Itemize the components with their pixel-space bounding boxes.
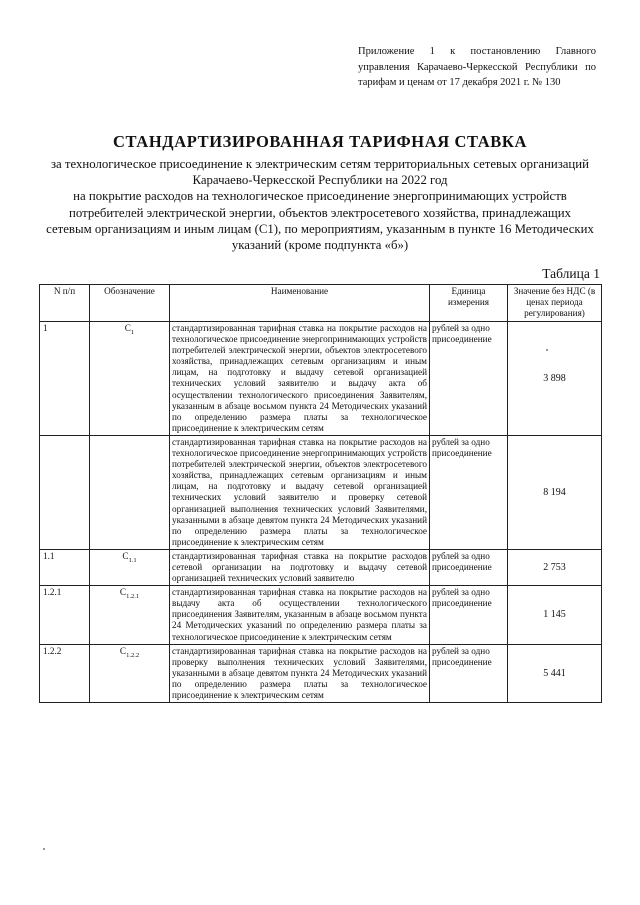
scan-speck [43,848,45,850]
header-num: N п/п [40,285,90,322]
code-base: С [124,323,131,333]
table-label: Таблица 1 [542,266,600,281]
header-unit: Единица измерения [430,285,508,322]
row-value: 3 898 [508,322,602,436]
code-sub: 1.2.2 [126,651,140,659]
row-unit: рублей за одно присоединение [430,435,508,549]
row-num: 1 [40,322,90,436]
subtitle-line: сетевым организациям и иным лицам (С1), по мероприятиям, указанным в пункте 16 Методических [46,221,594,236]
table-row [40,549,602,585]
code-base: С [122,550,129,561]
appendix-note: Приложение 1 к постановлению Главного управления Карачаево-Черкесской Республики по тарифам и ценам от 17 декабря 2021 г. № 130 [358,46,596,88]
code-base: С [119,587,127,598]
row-code [90,644,170,702]
table-row [40,644,602,702]
table-header-row [40,285,602,322]
header-value: Значение без НДС (в ценах периода регулирования) [508,285,602,322]
document-title: СТАНДАРТИЗИРОВАННАЯ ТАРИФНАЯ СТАВКА [113,132,527,151]
row-num: 1.2.2 [40,644,90,702]
row-value: 1 145 [508,586,602,644]
row-code [90,549,170,585]
subtitle-line: за технологическое присоединение к электрическим сетям территориальных сетевых организаций [51,157,589,171]
row-num: 1.2.1 [40,586,90,644]
row-name: стандартизированная тарифная ставка на покрытие расходов на выдачу акта об осуществлении технологического присоединения Заявителям, указанным в абзаце восьмом пункта 24 Методических указаний по определению размера платы за технологическое присоединение к электрическим сетям [170,586,430,644]
row-num: 1.1 [40,549,90,585]
document-subtitle [28,156,612,253]
tariff-table [39,284,602,703]
row-name: стандартизированная тарифная ставка на покрытие расходов на технологическое присоединение энергопринимающих устройств потребителей электрической энергии, объектов электросетевого хозяйства, принадлежащих сетевым организациям и иным лицам, на подготовку и выдачу сетевой организацией технических условий заявителю и выдачу акта об осуществлении технологического присоединения Заявителям, указанным в абзаце восьмом пункта 24 Методических указаний по определению размера платы за технологическое присоединение к электрическим сетям [170,322,430,436]
header-code: Обозначение [90,285,170,322]
subtitle-line: указаний (кроме подпункта «б») [231,238,409,253]
code-sub: 1 [130,328,135,336]
code-sub: 1.2.1 [126,592,140,600]
code-sub: 1.1 [128,556,137,564]
row-code [90,322,170,436]
table-row [40,586,602,644]
subtitle-line: на покрытие расходов на технологическое присоединение энергопринимающих устройств [73,189,567,204]
table-row [40,322,602,436]
row-name: стандартизированная тарифная ставка на покрытие расходов на проверку выполнения технических условий Заявителями, указанными в абзаце девятом пункта 24 Методических указаний по определению размера платы за технологическое присоединение к электрическим сетям [170,644,430,702]
scan-speck [546,349,548,351]
subtitle-line: Карачаево-Черкесской Республики на 2022 год [192,173,448,188]
row-unit: рублей за одно присоединение [430,586,508,644]
row-value: 8 194 [508,435,602,549]
code-base: С [119,645,127,656]
row-value: 2 753 [508,549,602,585]
row-value: 5 441 [508,644,602,702]
row-unit: рублей за одно присоединение [430,549,508,585]
table-row [40,435,602,549]
row-code [90,435,170,549]
row-name: стандартизированная тарифная ставка на покрытие расходов сетевой организации на подготовку и выдачу сетевой организацией технических условий заявителю [170,549,430,585]
header-name: Наименование [170,285,430,322]
row-code [90,586,170,644]
row-name: стандартизированная тарифная ставка на покрытие расходов на технологическое присоединение энергопринимающих устройств потребителей электрической энергии, объектов электросетевого хозяйства, принадлежащих сетевым организациям и иным лицам, на подготовку и выдачу сетевой организацией технических условий заявителю и проверку сетевой организацией выполнения технических условий Заявителями, указанными в абзаце девятом пункта 24 Методических указаний по определению размера платы за технологическое присоединение к электрическим сетям [170,435,430,549]
subtitle-line: потребителей электрической энергии, объектов электросетевого хозяйства, принадлежащих [69,205,571,220]
row-unit: рублей за одно присоединение [430,644,508,702]
row-unit: рублей за одно присоединение [430,322,508,436]
row-num [40,435,90,549]
